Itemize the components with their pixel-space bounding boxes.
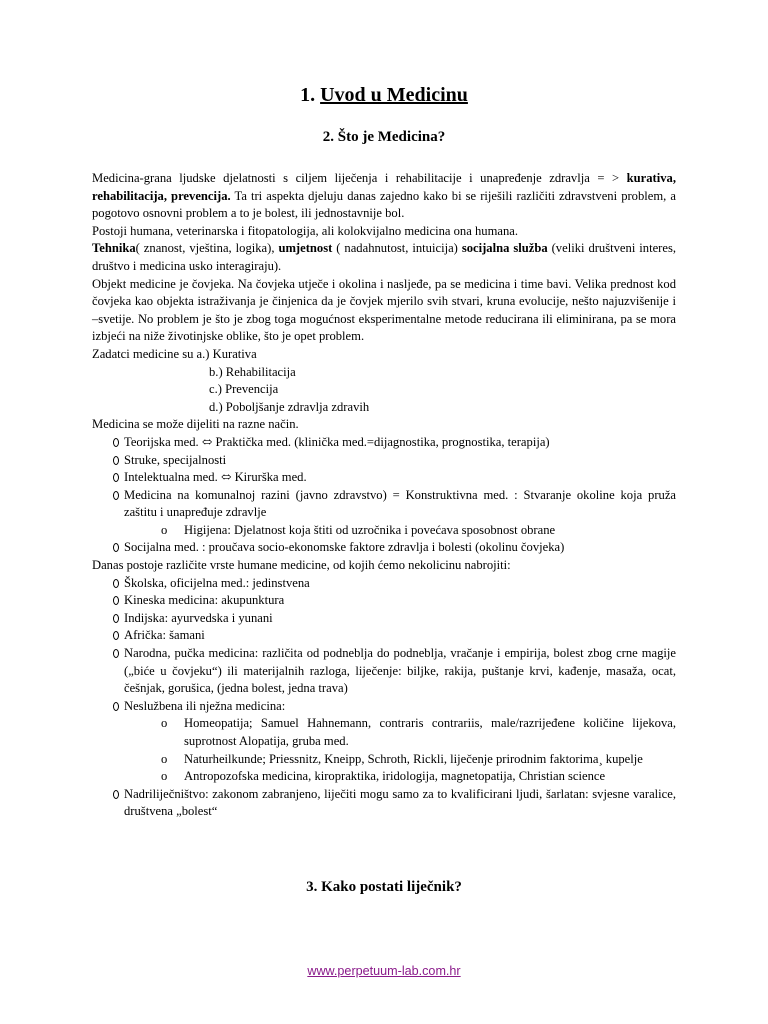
list-item [92, 452, 676, 470]
main-title [92, 84, 676, 107]
sub-list-item [92, 715, 676, 750]
bullet-icon [113, 596, 119, 605]
list-item [92, 645, 676, 698]
aspect-socijalna: socijalna služba [461, 241, 548, 256]
list-item [92, 592, 676, 610]
paragraph-object: Objekt medicine je čovjeka. Na čovjeka utječe i okolina i nasljeđe, pa se medicina i time bavi. Velika prednost kod čovjeka kao objekta istraživanja je činjenica da je čovjek mjerilo svih stvari, kruna evolucije, nešto najuzvišenije i –svetije. No problem je što je zbog toga mogućnost eksperimentalne metode reducirana ili eliminirana, pa se mora izbjeći na niže životinjske oblike, što je opet problem. [92, 276, 676, 344]
bullet-icon [113, 543, 119, 552]
bullet-icon [113, 473, 119, 482]
bullet-icon [113, 614, 119, 623]
types-intro: Danas postoje različite vrste humane medicine, od kojih ćemo nekolicinu nabrojiti: [92, 558, 511, 573]
sub-list-item [92, 768, 676, 786]
list-item-text: Narodna, pučka medicina: različita od podneblja do podneblja, vračanje i empirija, bolest zbog crne magije („biće u čovjeku“) ili materijalnih razloga, liječenje: biljke, rakija, puštanje krvi, kađenje, masaža, ocat, češnjak, gorušica, (jedna bolest, jedna trava) [124, 646, 676, 696]
aspect-umjetnost-desc: ( nadahnutost, intuicija) [332, 241, 462, 256]
definition-rest: Ta tri aspekta djeluju danas zajedno kako bi se riješili različiti zdravstveni problem, a pogotovo osnovni problem a to je bolest, ili jednostavnije bol. [92, 188, 676, 221]
circle-bullet-icon: o [161, 716, 168, 731]
list-item [92, 786, 676, 821]
list-item [92, 539, 676, 557]
sub-list-item [92, 522, 676, 540]
list-item-text: Kineska medicina: akupunktura [124, 593, 285, 608]
circle-bullet-icon: o [161, 769, 168, 784]
list-item [92, 575, 676, 593]
bullet-icon [113, 631, 119, 640]
list-item-text: Indijska: ayurvedska i yunani [124, 610, 273, 625]
aspect-socijalna-desc: (veliki društveni interes, društvo i medicina usko interagiraju). [92, 241, 676, 273]
list-item [92, 627, 676, 645]
footer [0, 964, 768, 978]
task-item: c.) Prevencija [209, 382, 279, 397]
sub-list-item-text: Antropozofska medicina, kiropraktika, iridologija, magnetopatija, Christian science [184, 769, 606, 784]
title-text: Uvod u Medicinu [320, 84, 468, 106]
list-item [92, 434, 676, 452]
task-item: d.) Poboljšanje zdravlja zdravih [209, 399, 370, 414]
paragraph-definition [92, 170, 676, 223]
bullet-icon [113, 790, 119, 799]
list-item-text: Afrička: šamani [124, 628, 205, 643]
aspect-umjetnost: umjetnost [278, 241, 333, 256]
list-item-text: Socijalna med. : proučava socio-ekonomske faktore zdravlja i bolesti (okolinu čovjeka) [124, 540, 565, 555]
section-heading-3: 3. Kako postati liječnik? [306, 879, 462, 895]
bullet-icon [113, 456, 119, 465]
definition-text: Medicina-grana ljudske djelatnosti s ciljem liječenja i rehabilitacije i unapređenje zdravlja = > [92, 171, 620, 185]
tasks-intro: Zadatci medicine su a.) Kurativa [92, 346, 257, 361]
list-item-text: Nadriliječništvo: zakonom zabranjeno, liječiti mogu samo za to kvalificirani ljudi, šarlatan: svjesne varalice, društvena „bolest“ [124, 786, 676, 819]
list-item [92, 610, 676, 628]
circle-bullet-icon: o [161, 522, 168, 537]
list-item [92, 487, 676, 522]
paragraph-aspects [92, 240, 676, 275]
document-page [92, 84, 676, 895]
list-item-text: Školska, oficijelna med.: jedinstvena [124, 575, 310, 590]
list-item [92, 698, 676, 716]
list-item-text: Intelektualna med. ⬄ Kirurška med. [124, 470, 307, 485]
aspect-tehnika: Tehnika [92, 241, 136, 256]
paragraph-types: Postoji humana, veterinarska i fitopatologija, ali kolokvijalno medicina ona humana. [92, 223, 518, 238]
sub-list-item [92, 751, 676, 769]
list-item-text: Teorijska med. ⬄ Praktička med. (klinička med.=dijagnostika, prognostika, terapija) [124, 434, 550, 449]
bullet-icon [113, 649, 119, 658]
bullet-icon [113, 491, 119, 500]
list-item-text: Struke, specijalnosti [124, 452, 227, 467]
footer-link[interactable]: www.perpetuum-lab.com.hr [307, 964, 461, 978]
sub-list-item-text: Homeopatija; Samuel Hahnemann, contraris contrariis, male/razrijeđene količine lijekova, suprotnost Alopatija, gruba med. [184, 716, 676, 748]
circle-bullet-icon: o [161, 751, 168, 766]
bullet-icon [113, 579, 119, 588]
sub-list-item-text: Naturheilkunde; Priessnitz, Kneipp, Schroth, Rickli, liječenje prirodnim faktorima¸ kupelje [184, 751, 643, 766]
sub-list-item-text: Higijena: Djelatnost koja štiti od uzročnika i povećava sposobnost obrane [184, 522, 556, 537]
bullet-icon [113, 702, 119, 711]
section-heading-2: 2. Što je Medicina? [322, 129, 446, 145]
division-intro: Medicina se može dijeliti na razne način. [92, 417, 299, 432]
title-number: 1. [300, 84, 316, 106]
bullet-icon [113, 438, 119, 447]
list-item-text: Neslužbena ili nježna medicina: [124, 698, 286, 713]
list-item-text: Medicina na komunalnoj razini (javno zdravstvo) = Konstruktivna med. : Stvaranje okoline koja pruža zaštitu i unapređuje zdravlje [124, 487, 676, 520]
definition-bold: kurativa, rehabilitacija, prevencija. [92, 171, 676, 203]
task-item: b.) Rehabilitacija [209, 364, 296, 379]
aspect-tehnika-desc: ( znanost, vještina, logika), [135, 241, 279, 256]
list-item [92, 469, 676, 487]
